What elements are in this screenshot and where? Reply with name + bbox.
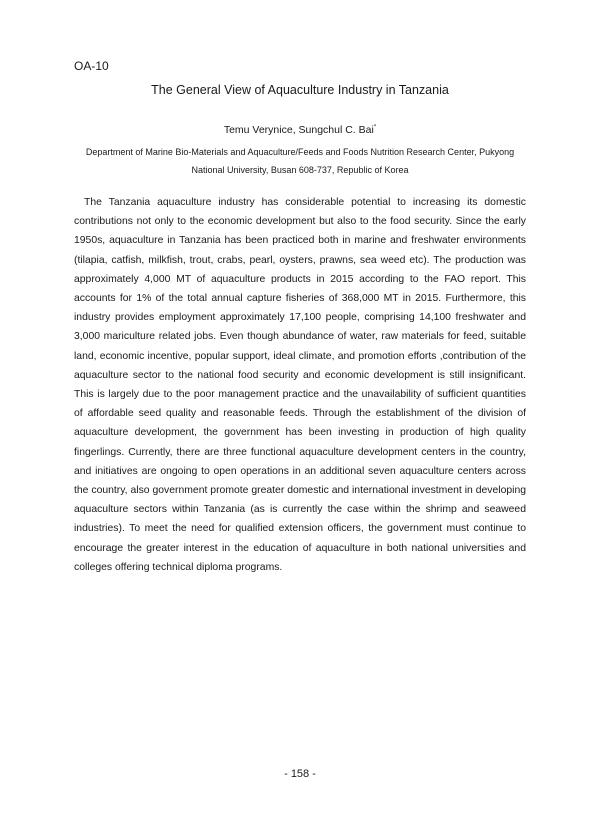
author-line xyxy=(0,124,600,136)
authors: Temu Verynice, Sungchul C. Bai xyxy=(223,124,374,136)
affiliation xyxy=(60,143,540,179)
abstract-code: OA-10 xyxy=(74,59,109,73)
abstract-body: The Tanzania aquaculture industry has considerable potential to increasing its domestic contributions not only to the economic development but also to the food security. Since the early 1950s, aquaculture in Tanzania has been practiced both in marine and freshwater environments (tilapia, catfish, milkfish, trout, crabs, pearl, oysters, prawns, sea weed etc). The production was approximately 4,000 MT of aquaculture products in 2015 according to the FAO report. This accounts for 1% of the total annual capture fisheries of 368,000 MT in 2015. Furthermore, this industry provides employment approximately 17,100 people, comprising 14,100 freshwater and 3,000 mariculture related jobs. Even though abundance of water, raw materials for feed, suitable land, economic incentive, popular support, ideal climate, and promotion efforts ,contribution of the aquaculture sector to the national food security and economic development is still insignificant. This is largely due to the poor management practice and the unavailability of sufficient quantities of affordable seed quality and reasonable feeds. Through the establishment of the division of aquaculture development, the government has been investing in production of high quality fingerlings. Currently, there are three functional aquaculture development centers in the country, and initiatives are ongoing to open operations in an additional seven aquaculture centers across the country, also government promote greater domestic and international investment in developing aquaculture sectors within Tanzania (as is currently the case within the shrimp and seaweed industries). To meet the need for qualified extension officers, the government must continue to encourage the greater interest in the education of aquaculture in both national universities and colleges offering technical diploma programs. xyxy=(74,197,526,573)
paper-title: The General View of Aquaculture Industry in Tanzania xyxy=(151,83,449,97)
affiliation-line-2: National University, Busan 608-737, Republic of Korea xyxy=(191,165,409,175)
corresponding-author-mark: * xyxy=(373,124,377,131)
page-number: - 158 - xyxy=(284,768,316,780)
affiliation-line-1: Department of Marine Bio-Materials and Aquaculture/Feeds and Foods Nutrition Research Center, Pukyong xyxy=(85,147,515,157)
